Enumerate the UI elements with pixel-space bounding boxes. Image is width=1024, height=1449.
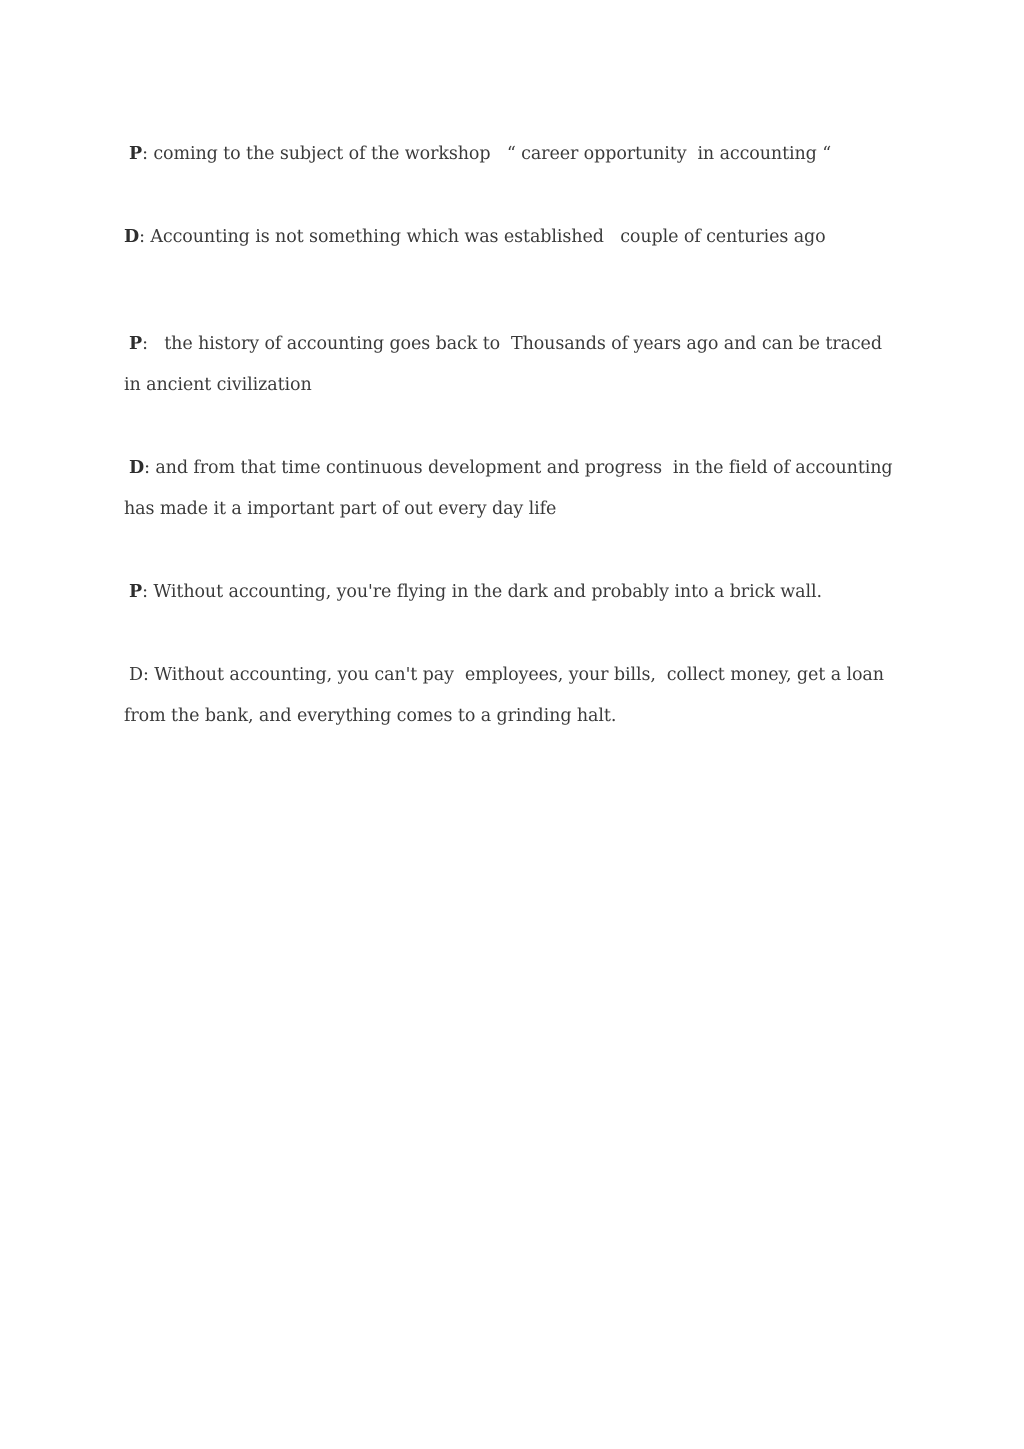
speaker-label: P [129,334,143,354]
dialogue-text: : coming to the subject of the workshop “ career opportunity in accounting “ [142,144,832,164]
dialogue-text: : Without accounting, you can't pay employees, your bills, collect money, get a loan from the bank, and everything comes to a grinding halt. [124,665,890,726]
speaker-label: D [129,458,145,478]
dialogue-text: : and from that time continuous development and progress in the field of accounting has made it a important part of out every day life [124,458,898,519]
dialogue-line-5 [124,572,904,613]
dialogue-text: : Accounting is not something which was established couple of centuries ago [139,227,826,247]
dialogue-text: : the history of accounting goes back to Thousands of years ago and can be traced in ancient civilization [124,334,888,395]
dialogue-text: : Without accounting, you're flying in the dark and probably into a brick wall. [142,582,822,602]
dialogue-line-4 [124,448,904,530]
dialogue-line-3 [124,324,904,406]
speaker-label: P [129,582,143,602]
speaker-label: D [129,665,143,685]
dialogue-line-6 [124,655,904,737]
dialogue-line-1 [124,134,904,175]
speaker-label: P [129,144,143,164]
dialogue-line-2 [124,217,904,258]
speaker-label: D [124,227,140,247]
